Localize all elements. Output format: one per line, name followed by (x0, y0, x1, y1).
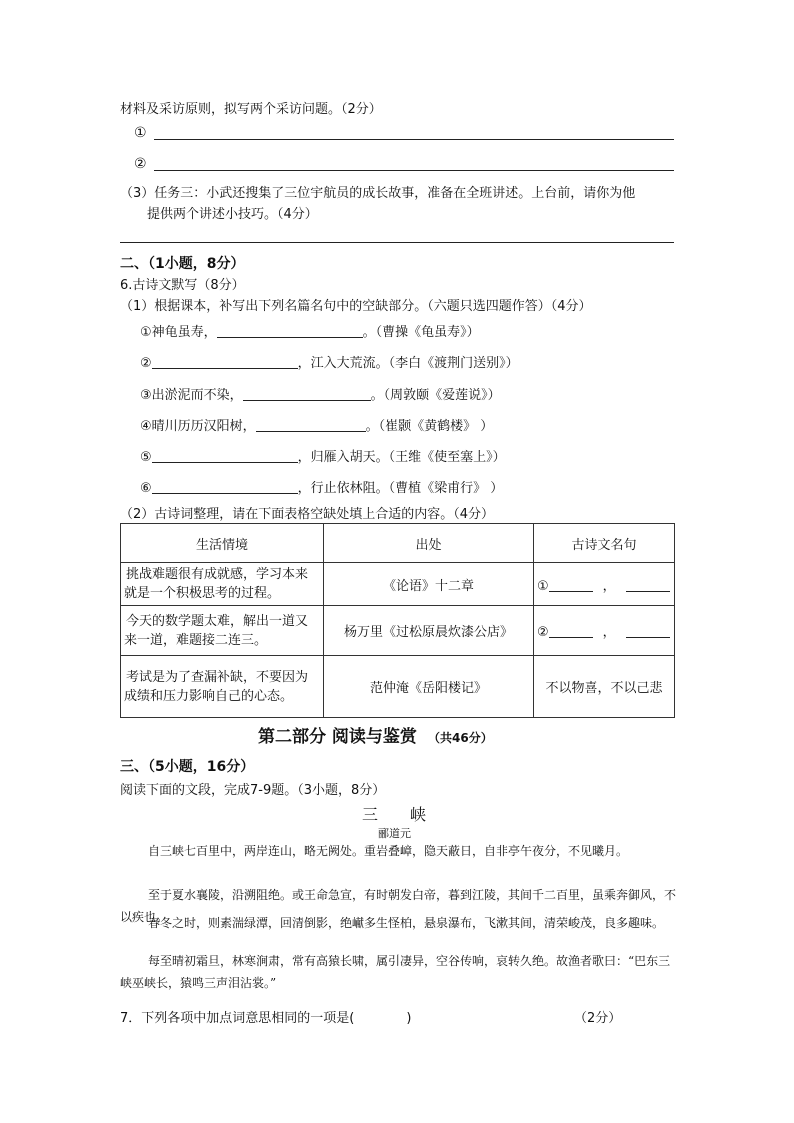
fill-item-mark: ⑤ (140, 450, 152, 465)
fill-blank[interactable] (549, 623, 593, 638)
question-mark-1: ① (134, 125, 147, 141)
fill-item-before: 晴川历历汉阳树， (151, 419, 256, 434)
table-row (121, 606, 675, 656)
fill-item-3 (140, 384, 501, 403)
passage-paragraph-3: 春冬之时，则素湍绿潭，回清倒影，绝𪩘多生怪柏，悬泉瀑布，飞漱其间，清荣峻茂，良多趣味。 (148, 916, 665, 930)
section3-heading: 三、（5小题，16分） (120, 759, 255, 775)
fill-item-before: 神龟虽寿， (151, 325, 217, 340)
passage-paragraph-4: 每至晴初霜旦，林寒涧肃，常有高猿长啸，属引凄异，空谷传响，哀转久绝。故渔者歌曰：“巴东三峡巫峡长，猿鸣三声泪沾裳。” (120, 954, 671, 990)
quote-cell: 不以物喜，不以己悲 (534, 656, 675, 718)
poem-title: 三 峡 (362, 805, 427, 824)
quote-cell[interactable] (534, 606, 675, 656)
task3-line2: 提供两个讲述小技巧。（4分） (147, 207, 318, 222)
question-mark-2: ② (134, 156, 147, 172)
q7-text: 7．下列各项中加点词意思相同的一项是( (120, 1011, 355, 1026)
source-cell: 杨万里《过松原晨炊漆公店》 (324, 606, 534, 656)
table-row (121, 656, 675, 718)
fill-item-4 (140, 415, 493, 434)
fill-blank[interactable] (217, 323, 363, 338)
part-two-title: 第二部分 阅读与鉴赏 (258, 727, 417, 747)
quote-mark: ② (537, 625, 549, 640)
fill-blank[interactable] (243, 386, 371, 401)
fill-blank[interactable] (549, 577, 593, 592)
fill-blank[interactable] (256, 417, 366, 432)
table-header-row (121, 524, 675, 563)
fill-blank[interactable] (152, 354, 298, 369)
quote-separator: ， (602, 625, 616, 640)
fill-blank[interactable] (626, 623, 670, 638)
part1-instruction: （1）根据课本，补写出下列名篇名句中的空缺部分。（六题只选四题作答）（4分） (120, 299, 592, 314)
fill-item-after: ，行止依林阻。（曹植《梁甫行》 ） (297, 481, 504, 496)
intro-text: 材料及采访原则，拟写两个采访问题。（2分） (120, 102, 382, 117)
scene-cell: 今天的数学题太难，解出一道又来一道，难题接二连三。 (121, 606, 324, 656)
fill-item-1 (140, 321, 480, 340)
fill-item-after: 。（周敦颐《爱莲说》） (370, 388, 501, 403)
fill-item-mark: ④ (140, 419, 152, 434)
table-header: 生活情境 (121, 524, 324, 563)
q7 (120, 1007, 411, 1026)
table-row (121, 563, 675, 606)
scene-cell: 挑战难题很有成就感，学习本来就是一个积极思考的过程。 (121, 563, 324, 606)
fill-item-6 (140, 477, 503, 496)
poetry-table (120, 523, 675, 718)
q7-close: ) (406, 1011, 412, 1026)
fill-item-5 (140, 446, 506, 465)
task3-line1: （3）任务三：小武还搜集了三位宇航员的成长故事，准备在全班讲述。上台前，请你为他 (120, 186, 636, 201)
scene-cell: 考试是为了查漏补缺，不要因为成绩和压力影响自己的心态。 (121, 656, 324, 718)
fill-item-after: 。（曹操《龟虽寿》） (362, 325, 480, 340)
section2-heading: 二、（1小题，8分） (120, 256, 245, 272)
fill-item-mark: ② (140, 356, 152, 371)
fill-item-2 (140, 352, 519, 371)
fill-item-mark: ① (140, 325, 152, 340)
quote-mark: ① (537, 578, 549, 594)
fill-item-mark: ⑥ (140, 481, 152, 496)
fill-item-before: 出淤泥而不染， (151, 388, 243, 403)
table-header: 古诗文名句 (534, 524, 675, 563)
fill-item-after: ，江入大荒流。（李白《渡荆门送别》） (297, 356, 519, 371)
passage-paragraph-2: 至于夏水襄陵，沿溯阻绝。或王命急宣，有时朝发白帝，暮到江陵，其间千二百里，虽乘奔御风，不以疾也。 (120, 888, 677, 924)
source-cell: 范仲淹《岳阳楼记》 (324, 656, 534, 718)
fill-item-after: ，归雁入胡天。（王维《使至塞上》） (297, 450, 506, 465)
poem-author: 郦道元 (378, 827, 411, 840)
passage-paragraph-1: 自三峡七百里中，两岸连山，略无阙处。重岩叠嶂，隐天蔽日，自非亭午夜分，不见曦月。 (148, 844, 629, 858)
fill-item-mark: ③ (140, 388, 152, 403)
q7-score: （2分） (574, 1011, 622, 1026)
table-header: 出处 (324, 524, 534, 563)
part2-instruction: （2）古诗词整理，请在下面表格空缺处填上合适的内容。（4分） (120, 507, 495, 522)
part-two-heading (258, 722, 493, 747)
q6-title: 6.古诗文默写（8分） (120, 278, 245, 293)
fill-blank[interactable] (152, 479, 298, 494)
fill-blank[interactable] (152, 448, 298, 463)
answer-line-3[interactable] (120, 242, 674, 243)
answer-line-2[interactable] (154, 170, 674, 171)
part-two-score: （共46分） (428, 731, 493, 745)
fill-blank[interactable] (626, 577, 670, 592)
source-cell: 《论语》十二章 (324, 563, 534, 606)
reading-instruction: 阅读下面的文段，完成7-9题。（3小题，8分） (120, 783, 386, 798)
quote-cell[interactable] (534, 563, 675, 606)
fill-item-after: 。（崔颢《黄鹤楼》 ） (365, 419, 494, 434)
answer-line-1[interactable] (154, 139, 674, 140)
quote-separator: ， (602, 578, 616, 594)
